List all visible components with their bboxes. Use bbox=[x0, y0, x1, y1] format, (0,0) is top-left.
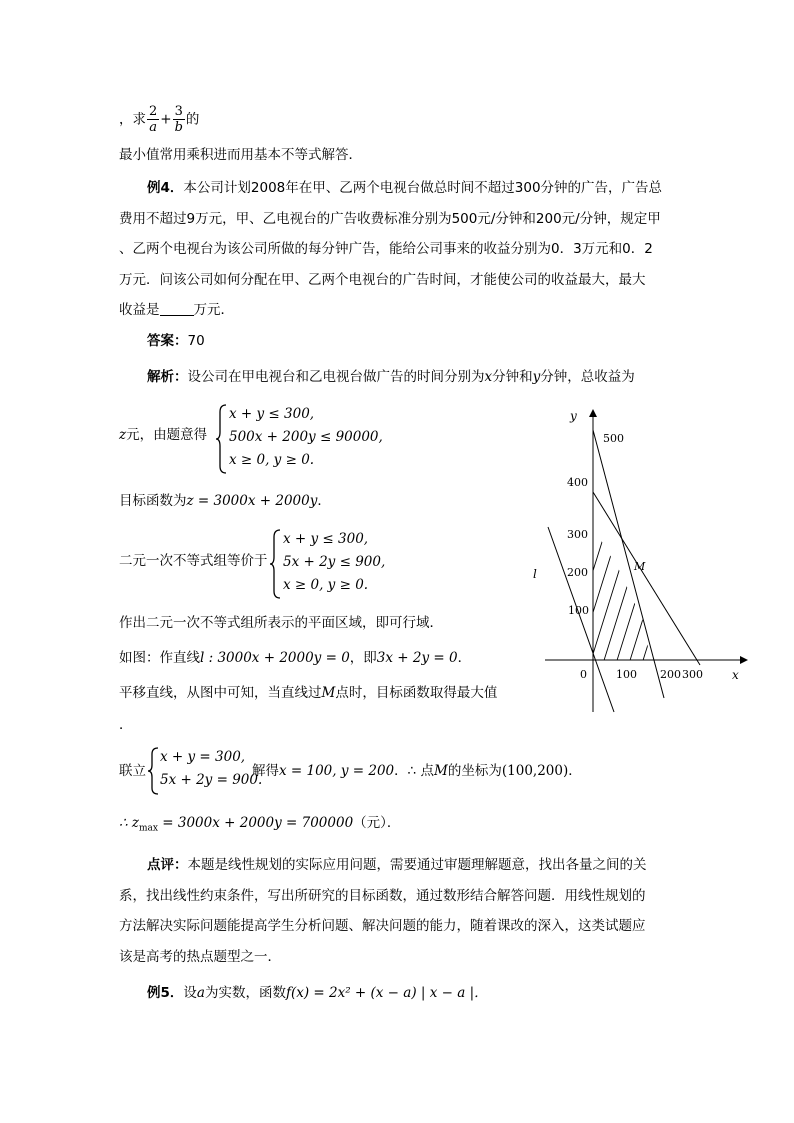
x-tick-200: 200 bbox=[660, 668, 681, 681]
shift-dot: ． bbox=[119, 717, 133, 733]
comment-line1: 点评：本题是线性规划的实际应用问题，需要通过审题理解题意，找出各量之间的关 bbox=[147, 857, 647, 873]
answer-line: 答案：70 bbox=[147, 333, 205, 349]
sys1-row1: x + y ≤ 300, bbox=[229, 406, 315, 422]
inequality-system-2 bbox=[283, 528, 385, 597]
solve-result: 解得x = 100, y = 200．∴ 点M的坐标为(100,200)． bbox=[252, 763, 582, 779]
zmax-line: ∴ $z_{max} = 3000x + 2000y = 700000$（元）． bbox=[119, 815, 401, 834]
inequality-system-1 bbox=[229, 403, 383, 472]
fraction-3-over-b: $\frac{3}{b}$ bbox=[174, 104, 183, 135]
y-tick-300: 300 bbox=[567, 528, 588, 541]
line-l-label: l bbox=[533, 567, 537, 581]
comment-line4: 该是高考的热点题型之一． bbox=[119, 949, 281, 965]
comment-line2: 系，找出线性约束条件，写出所研究的目标函数，通过数形结合解答问题．用线性规划的 bbox=[119, 888, 646, 904]
sys3-row1: x + y = 300, bbox=[160, 749, 246, 765]
shift-line: 平移直线，从图中可知，当直线过M点时，目标函数取得最大值 bbox=[119, 685, 498, 701]
y-axis-label: y bbox=[570, 409, 577, 423]
y-axis-arrow bbox=[589, 409, 597, 417]
x-axis-label: x bbox=[732, 668, 739, 682]
intro-line: ，求 $\frac{2}{a}$ + $\frac{3}{b}$ 的 bbox=[119, 104, 200, 135]
example4-line1: 例4．本公司计划2008年在甲、乙两个电视台做总时间不超过300分钟的广告，广告总 bbox=[147, 180, 663, 196]
example4-line3: 、乙两个电视台为该公司所做的每分钟广告，能给公司事来的收益分别为0．3万元和0．2 bbox=[119, 241, 653, 257]
example4-line4: 万元．问该公司如何分配在甲、乙两个电视台的广告时间，才能使公司的收益最大，最大 bbox=[119, 272, 646, 288]
objective-line: 目标函数为z = 3000x + 2000y． bbox=[119, 493, 331, 509]
example4-line5: 收益是 万元． bbox=[119, 302, 234, 318]
sys1-row3: x ≥ 0, y ≥ 0. bbox=[229, 452, 315, 468]
feasible-region-graph bbox=[533, 400, 755, 715]
brace-system1 bbox=[216, 404, 228, 474]
fraction-2-over-a: $\frac{2}{a}$ bbox=[149, 104, 158, 135]
x-tick-300: 300 bbox=[682, 668, 703, 681]
brace-system2 bbox=[270, 529, 282, 599]
y-tick-100: 100 bbox=[568, 604, 589, 617]
sys2-row3: x ≥ 0, y ≥ 0. bbox=[283, 577, 369, 593]
example5-line: 例5．设a为实数，函数f(x) = 2x² + (x − a) | x − a |． bbox=[147, 985, 488, 1001]
sys2-row2: 5x + 2y ≤ 900, bbox=[283, 554, 386, 570]
comment-line3: 方法解决实际问题能提高学生分析问题、解决问题的能力，随着课改的深入，这类试题应 bbox=[119, 918, 646, 934]
analysis-z-line: z元，由题意得 bbox=[119, 427, 208, 443]
sys3-row2: 5x + 2y = 900. bbox=[160, 772, 263, 788]
answer-blank bbox=[160, 302, 194, 316]
equivalent-text: 二元一次不等式组等价于 bbox=[119, 553, 268, 569]
line-x-plus-y-300 bbox=[593, 492, 700, 665]
equation-system bbox=[160, 746, 262, 792]
intro-line-2: 最小值常用乘积进而用基本不等式解答． bbox=[119, 147, 362, 163]
origin-label: 0 bbox=[580, 668, 587, 681]
region-line: 作出二元一次不等式组所表示的平面区域，即可行域． bbox=[119, 615, 443, 631]
x-tick-100: 100 bbox=[616, 668, 637, 681]
y-tick-500: 500 bbox=[603, 432, 624, 445]
y-tick-400: 400 bbox=[567, 476, 588, 489]
analysis-line1: 解析：设公司在甲电视台和乙电视台做广告的时间分别为x分钟和y分钟，总收益为 bbox=[147, 369, 635, 385]
brace-system3 bbox=[148, 747, 160, 795]
line-5x-plus-2y-900 bbox=[593, 430, 664, 698]
solve-prefix: 联立 bbox=[119, 763, 146, 779]
point-M-label: M bbox=[634, 560, 646, 573]
draw-line: 如图：作直线l : 3000x + 2000y = 0，即3x + 2y = 0． bbox=[119, 650, 472, 666]
sys2-row1: x + y ≤ 300, bbox=[283, 531, 369, 547]
x-axis-arrow bbox=[740, 656, 748, 664]
y-tick-200: 200 bbox=[567, 566, 588, 579]
sys1-row2: 500x + 200y ≤ 90000, bbox=[229, 429, 383, 445]
example4-line2: 费用不超过9万元，甲、乙电视台的广告收费标准分别为500元/分钟和200元/分钟，规定甲 bbox=[119, 211, 661, 227]
